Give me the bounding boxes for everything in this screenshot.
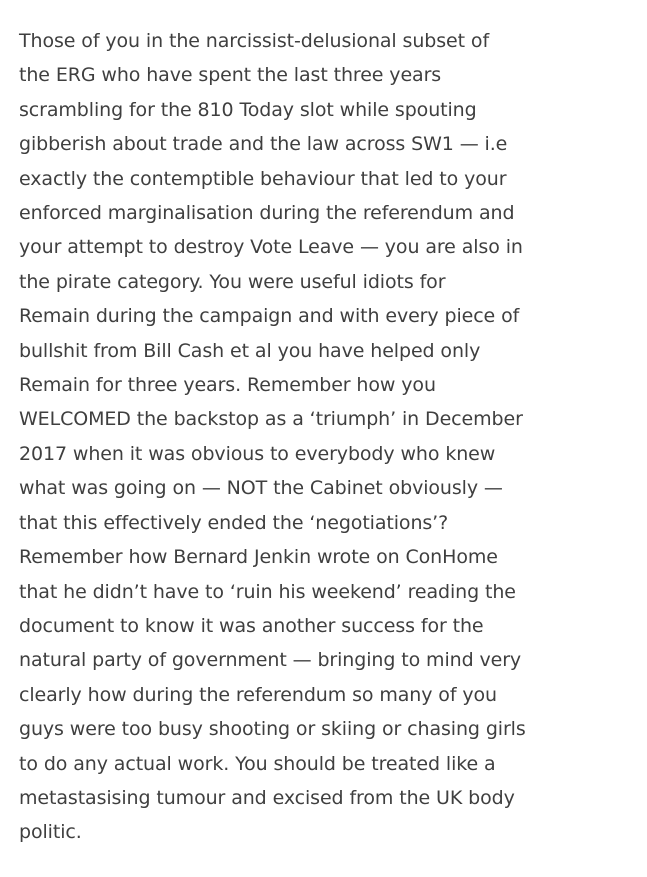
text-line: what was going on — NOT the Cabinet obviously — xyxy=(19,477,503,500)
text-line: Remember how Bernard Jenkin wrote on ConHome xyxy=(19,546,498,569)
text-line: to do any actual work. You should be treated like a xyxy=(19,752,496,775)
text-line: the ERG who have spent the last three years xyxy=(19,64,442,87)
text-line: bullshit from Bill Cash et al you have helped only xyxy=(19,339,481,362)
text-line: document to know it was another success for the xyxy=(19,614,484,637)
text-line: WELCOMED the backstop as a ‘triumph’ in December xyxy=(19,408,523,431)
text-line: Remain during the campaign and with every piece of xyxy=(19,305,520,328)
text-line: natural party of government — bringing to mind very xyxy=(19,649,522,672)
text-line: that this effectively ended the ‘negotiations’? xyxy=(19,511,449,534)
text-line: your attempt to destroy Vote Leave — you are also in xyxy=(19,236,523,259)
text-line: that he didn’t have to ‘ruin his weekend’ reading the xyxy=(19,580,516,603)
text-line: the pirate category. You were useful idiots for xyxy=(19,270,446,293)
text-line: metastasising tumour and excised from the UK body xyxy=(19,786,515,809)
text-line: scrambling for the 810 Today slot while spouting xyxy=(19,98,477,121)
text-line: clearly how during the referendum so many of you xyxy=(19,683,497,706)
text-line: gibberish about trade and the law across SW1 — i.e xyxy=(19,133,508,156)
article-paragraph xyxy=(19,24,639,850)
text-line: exactly the contemptible behaviour that led to your xyxy=(19,167,507,190)
text-line: Those of you in the narcissist-delusional subset of xyxy=(19,30,490,52)
text-line: enforced marginalisation during the referendum and xyxy=(19,202,515,225)
text-line: guys were too busy shooting or skiing or chasing girls xyxy=(19,718,526,741)
text-line: politic. xyxy=(19,821,82,844)
text-line: Remain for three years. Remember how you xyxy=(19,374,436,397)
text-line: 2017 when it was obvious to everybody who knew xyxy=(19,442,496,465)
